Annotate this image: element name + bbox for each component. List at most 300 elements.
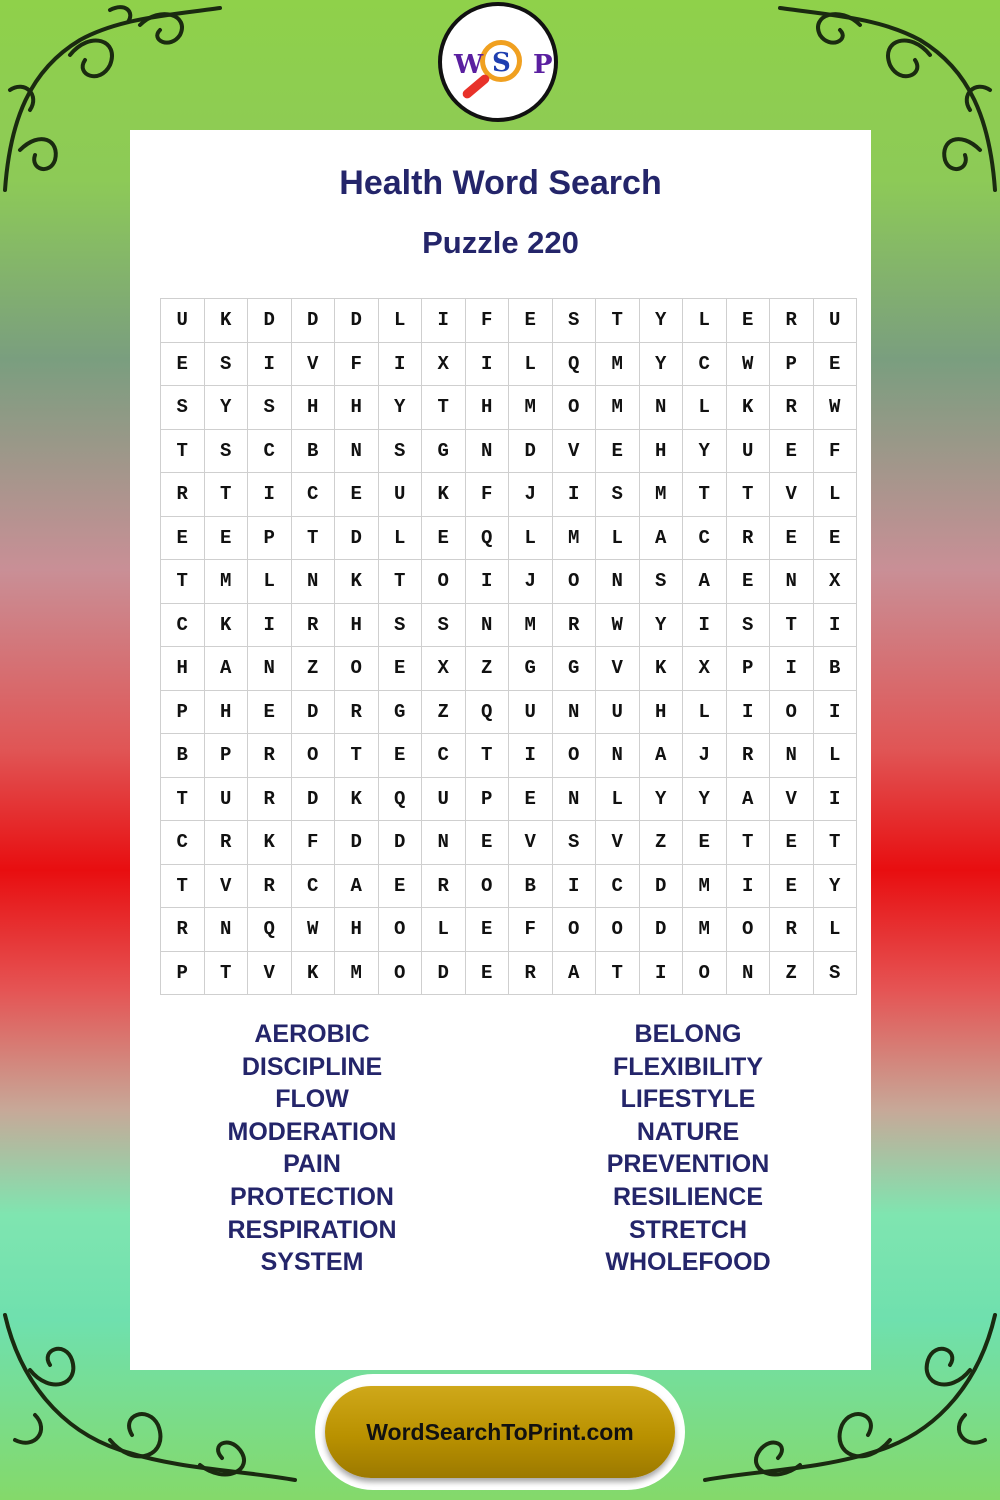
grid-cell[interactable]: A <box>726 777 770 821</box>
grid-row <box>161 951 857 995</box>
grid-cell[interactable]: E <box>378 734 422 778</box>
grid-cell[interactable]: T <box>161 429 205 473</box>
grid-cell[interactable]: I <box>552 473 596 517</box>
grid-cell[interactable]: S <box>248 386 292 430</box>
grid-cell[interactable]: V <box>770 777 814 821</box>
word-item: STRETCH <box>628 1215 748 1244</box>
grid-cell[interactable]: E <box>465 951 509 995</box>
grid-cell[interactable]: W <box>291 908 335 952</box>
grid-row <box>161 516 857 560</box>
grid-cell[interactable]: H <box>161 647 205 691</box>
grid-cell[interactable]: R <box>552 603 596 647</box>
grid-cell[interactable]: R <box>248 777 292 821</box>
grid-cell[interactable]: R <box>770 299 814 343</box>
grid-cell[interactable]: L <box>596 777 640 821</box>
grid-cell[interactable]: O <box>378 951 422 995</box>
grid-cell[interactable]: L <box>509 342 553 386</box>
grid-cell[interactable]: N <box>335 429 379 473</box>
word-item: FLOW <box>275 1085 349 1114</box>
grid-cell[interactable]: E <box>378 647 422 691</box>
grid-cell[interactable]: K <box>204 603 248 647</box>
grid-cell[interactable]: Y <box>683 777 727 821</box>
grid-cell[interactable]: Y <box>683 429 727 473</box>
grid-cell[interactable]: N <box>552 690 596 734</box>
grid-cell[interactable]: N <box>422 821 466 865</box>
grid-cell[interactable]: L <box>378 299 422 343</box>
grid-cell[interactable]: S <box>204 429 248 473</box>
grid-cell[interactable]: N <box>204 908 248 952</box>
grid-cell[interactable]: U <box>378 473 422 517</box>
grid-cell[interactable]: K <box>335 560 379 604</box>
grid-cell[interactable]: I <box>248 342 292 386</box>
grid-cell[interactable]: Y <box>378 386 422 430</box>
grid-cell[interactable]: P <box>770 342 814 386</box>
grid-row <box>161 821 857 865</box>
grid-cell[interactable]: L <box>596 516 640 560</box>
grid-cell[interactable]: E <box>813 342 857 386</box>
grid-cell[interactable]: N <box>726 951 770 995</box>
grid-cell[interactable]: O <box>422 560 466 604</box>
word-item: AEROBIC <box>254 1020 370 1048</box>
grid-cell[interactable]: K <box>291 951 335 995</box>
grid-row <box>161 777 857 821</box>
grid-cell[interactable]: W <box>596 603 640 647</box>
puzzle-number: Puzzle 220 <box>422 225 579 260</box>
grid-cell[interactable]: U <box>422 777 466 821</box>
grid-cell[interactable]: T <box>683 473 727 517</box>
word-item: PROTECTION <box>230 1182 394 1211</box>
grid-cell[interactable]: I <box>248 603 292 647</box>
grid-cell[interactable]: R <box>248 864 292 908</box>
word-item: RESPIRATION <box>227 1215 397 1244</box>
grid-cell[interactable]: D <box>291 690 335 734</box>
grid-cell[interactable]: L <box>813 908 857 952</box>
grid-cell[interactable]: D <box>639 908 683 952</box>
grid-cell[interactable]: F <box>465 473 509 517</box>
grid-row <box>161 908 857 952</box>
grid-cell[interactable]: E <box>813 516 857 560</box>
grid-cell[interactable]: Z <box>291 647 335 691</box>
grid-cell[interactable]: X <box>422 647 466 691</box>
grid-cell[interactable]: V <box>596 647 640 691</box>
grid-cell[interactable]: W <box>813 386 857 430</box>
grid-cell[interactable]: I <box>422 299 466 343</box>
grid-cell[interactable]: V <box>204 864 248 908</box>
word-list-left <box>162 1018 462 1279</box>
wsp-logo <box>438 2 558 122</box>
grid-cell[interactable]: N <box>639 386 683 430</box>
grid-cell[interactable]: R <box>509 951 553 995</box>
grid-cell[interactable]: B <box>813 647 857 691</box>
grid-cell[interactable]: M <box>335 951 379 995</box>
grid-cell[interactable]: Q <box>248 908 292 952</box>
grid-cell[interactable]: D <box>248 299 292 343</box>
grid-cell[interactable]: U <box>813 299 857 343</box>
grid-cell[interactable]: E <box>465 908 509 952</box>
grid-cell[interactable]: P <box>204 734 248 778</box>
grid-cell[interactable]: J <box>509 560 553 604</box>
grid-cell[interactable]: R <box>770 908 814 952</box>
grid-cell[interactable]: H <box>639 690 683 734</box>
grid-cell[interactable]: R <box>726 516 770 560</box>
grid-cell[interactable]: D <box>335 821 379 865</box>
grid-cell[interactable]: S <box>596 473 640 517</box>
grid-cell[interactable]: T <box>726 473 770 517</box>
grid-row <box>161 647 857 691</box>
grid-cell[interactable]: E <box>248 690 292 734</box>
grid-cell[interactable]: X <box>813 560 857 604</box>
grid-cell[interactable]: S <box>378 429 422 473</box>
grid-cell[interactable]: Y <box>813 864 857 908</box>
grid-cell[interactable]: I <box>813 603 857 647</box>
grid-cell[interactable]: Y <box>204 386 248 430</box>
grid-cell[interactable]: T <box>422 386 466 430</box>
word-item: RESILIENCE <box>612 1182 764 1211</box>
grid-cell[interactable]: D <box>291 299 335 343</box>
grid-cell[interactable]: O <box>378 908 422 952</box>
grid-cell[interactable]: R <box>422 864 466 908</box>
grid-cell[interactable]: S <box>552 821 596 865</box>
grid-cell[interactable]: R <box>161 908 205 952</box>
grid-cell[interactable]: G <box>552 647 596 691</box>
grid-cell[interactable]: T <box>726 821 770 865</box>
grid-cell[interactable]: O <box>552 560 596 604</box>
grid-cell[interactable]: E <box>378 864 422 908</box>
grid-cell[interactable]: T <box>161 777 205 821</box>
grid-cell[interactable]: I <box>378 342 422 386</box>
grid-cell[interactable]: E <box>422 516 466 560</box>
grid-cell[interactable]: E <box>465 821 509 865</box>
grid-cell[interactable]: H <box>465 386 509 430</box>
grid-cell[interactable]: E <box>770 516 814 560</box>
grid-cell[interactable]: Y <box>639 603 683 647</box>
grid-cell[interactable]: Q <box>465 690 509 734</box>
grid-cell[interactable]: R <box>726 734 770 778</box>
letter-grid <box>160 298 857 995</box>
grid-cell[interactable]: C <box>683 342 727 386</box>
grid-cell[interactable]: G <box>509 647 553 691</box>
grid-cell[interactable]: C <box>291 864 335 908</box>
grid-cell[interactable]: X <box>683 647 727 691</box>
grid-cell[interactable]: V <box>552 429 596 473</box>
grid-cell[interactable]: P <box>726 647 770 691</box>
grid-cell[interactable]: Q <box>378 777 422 821</box>
grid-cell[interactable]: L <box>683 386 727 430</box>
grid-cell[interactable]: M <box>509 386 553 430</box>
grid-cell[interactable]: Z <box>465 647 509 691</box>
grid-cell[interactable]: E <box>683 821 727 865</box>
site-link-label: WordSearchToPrint.com <box>366 1418 634 1445</box>
grid-cell[interactable]: T <box>204 951 248 995</box>
grid-cell[interactable]: J <box>683 734 727 778</box>
grid-cell[interactable]: I <box>813 777 857 821</box>
grid-cell[interactable]: K <box>422 473 466 517</box>
grid-cell[interactable]: C <box>422 734 466 778</box>
grid-cell[interactable]: U <box>596 690 640 734</box>
grid-cell[interactable]: T <box>378 560 422 604</box>
grid-cell[interactable]: C <box>161 821 205 865</box>
grid-cell[interactable]: M <box>596 386 640 430</box>
grid-cell[interactable]: I <box>726 690 770 734</box>
grid-cell[interactable]: M <box>509 603 553 647</box>
grid-cell[interactable]: T <box>161 560 205 604</box>
grid-cell[interactable]: E <box>596 429 640 473</box>
grid-cell[interactable]: U <box>509 690 553 734</box>
grid-row <box>161 299 857 343</box>
grid-row <box>161 473 857 517</box>
grid-cell[interactable]: Z <box>422 690 466 734</box>
grid-cell[interactable]: H <box>335 908 379 952</box>
grid-cell[interactable]: T <box>465 734 509 778</box>
grid-cell[interactable]: H <box>291 386 335 430</box>
grid-cell[interactable]: O <box>683 951 727 995</box>
grid-row <box>161 386 857 430</box>
grid-row <box>161 864 857 908</box>
grid-cell[interactable]: O <box>335 647 379 691</box>
grid-cell[interactable]: O <box>552 908 596 952</box>
grid-cell[interactable]: S <box>726 603 770 647</box>
grid-cell[interactable]: F <box>465 299 509 343</box>
grid-cell[interactable]: Y <box>639 777 683 821</box>
grid-cell[interactable]: A <box>204 647 248 691</box>
grid-cell[interactable]: I <box>552 864 596 908</box>
grid-cell[interactable]: D <box>422 951 466 995</box>
grid-cell[interactable]: O <box>465 864 509 908</box>
grid-cell[interactable]: I <box>465 342 509 386</box>
grid-cell[interactable]: G <box>378 690 422 734</box>
grid-cell[interactable]: P <box>465 777 509 821</box>
grid-cell[interactable]: V <box>291 342 335 386</box>
grid-cell[interactable]: M <box>639 473 683 517</box>
grid-cell[interactable]: Q <box>552 342 596 386</box>
grid-cell[interactable]: S <box>813 951 857 995</box>
grid-cell[interactable]: T <box>813 821 857 865</box>
grid-cell[interactable]: S <box>552 299 596 343</box>
grid-cell[interactable]: C <box>248 429 292 473</box>
grid-cell[interactable]: A <box>683 560 727 604</box>
grid-cell[interactable]: K <box>204 299 248 343</box>
grid-cell[interactable]: N <box>465 603 509 647</box>
grid-cell[interactable]: I <box>639 951 683 995</box>
word-item: FLEXIBILITY <box>613 1052 763 1081</box>
word-item: SYSTEM <box>260 1248 364 1277</box>
grid-cell[interactable]: H <box>335 603 379 647</box>
grid-cell[interactable]: E <box>726 560 770 604</box>
word-item: WHOLEFOOD <box>605 1248 771 1277</box>
site-link-frame <box>315 1374 685 1490</box>
grid-cell[interactable]: M <box>683 864 727 908</box>
word-item: PAIN <box>283 1150 341 1179</box>
grid-cell[interactable]: T <box>291 516 335 560</box>
grid-cell[interactable]: C <box>683 516 727 560</box>
grid-cell[interactable]: M <box>683 908 727 952</box>
grid-cell[interactable]: R <box>335 690 379 734</box>
grid-cell[interactable]: O <box>770 690 814 734</box>
grid-cell[interactable]: K <box>248 821 292 865</box>
grid-cell[interactable]: B <box>161 734 205 778</box>
grid-cell[interactable]: L <box>248 560 292 604</box>
grid-row <box>161 560 857 604</box>
grid-cell[interactable]: T <box>770 603 814 647</box>
grid-cell[interactable]: H <box>335 386 379 430</box>
grid-cell[interactable]: E <box>509 777 553 821</box>
grid-cell[interactable]: A <box>639 516 683 560</box>
grid-row <box>161 342 857 386</box>
grid-cell[interactable]: X <box>422 342 466 386</box>
grid-cell[interactable]: O <box>552 386 596 430</box>
grid-cell[interactable]: S <box>161 386 205 430</box>
grid-cell[interactable]: N <box>770 734 814 778</box>
grid-cell[interactable]: S <box>378 603 422 647</box>
grid-cell[interactable]: B <box>509 864 553 908</box>
grid-cell[interactable]: I <box>465 560 509 604</box>
grid-cell[interactable]: Z <box>770 951 814 995</box>
grid-cell[interactable]: E <box>509 299 553 343</box>
logo-letter-s: S <box>492 48 511 78</box>
grid-cell[interactable]: I <box>683 603 727 647</box>
puzzle-card <box>130 130 871 1370</box>
grid-cell[interactable]: E <box>161 342 205 386</box>
grid-row <box>161 429 857 473</box>
grid-cell[interactable]: N <box>291 560 335 604</box>
grid-cell[interactable]: L <box>813 734 857 778</box>
grid-cell[interactable]: U <box>204 777 248 821</box>
logo-letter-p: P <box>533 50 553 80</box>
grid-cell[interactable]: C <box>161 603 205 647</box>
grid-cell[interactable]: L <box>813 473 857 517</box>
grid-cell[interactable]: R <box>291 603 335 647</box>
grid-row <box>161 603 857 647</box>
grid-cell[interactable]: D <box>335 516 379 560</box>
grid-cell[interactable]: R <box>204 821 248 865</box>
grid-cell[interactable]: V <box>509 821 553 865</box>
grid-cell[interactable]: E <box>726 299 770 343</box>
grid-cell[interactable]: R <box>770 386 814 430</box>
grid-cell[interactable]: K <box>639 647 683 691</box>
grid-cell[interactable]: E <box>770 821 814 865</box>
grid-cell[interactable]: A <box>552 951 596 995</box>
grid-cell[interactable]: E <box>161 516 205 560</box>
grid-cell[interactable]: N <box>552 777 596 821</box>
word-item: NATURE <box>636 1117 740 1146</box>
word-list-right <box>538 1018 838 1279</box>
grid-cell[interactable]: T <box>161 864 205 908</box>
grid-cell[interactable]: P <box>161 951 205 995</box>
grid-cell[interactable]: S <box>204 342 248 386</box>
grid-cell[interactable]: O <box>726 908 770 952</box>
grid-cell[interactable]: I <box>726 864 770 908</box>
grid-cell[interactable]: K <box>726 386 770 430</box>
grid-cell[interactable]: E <box>770 429 814 473</box>
word-item: DISCIPLINE <box>241 1052 383 1081</box>
grid-cell[interactable]: C <box>291 473 335 517</box>
grid-cell[interactable]: F <box>813 429 857 473</box>
grid-cell[interactable]: R <box>248 734 292 778</box>
grid-cell[interactable]: I <box>509 734 553 778</box>
word-item: PREVENTION <box>606 1150 770 1179</box>
word-item: BELONG <box>634 1020 742 1048</box>
grid-row <box>161 690 857 734</box>
grid-cell[interactable]: L <box>422 908 466 952</box>
grid-cell[interactable]: T <box>596 299 640 343</box>
word-item: LIFESTYLE <box>620 1085 756 1114</box>
grid-cell[interactable]: M <box>552 516 596 560</box>
grid-cell[interactable]: N <box>465 429 509 473</box>
grid-cell[interactable]: S <box>422 603 466 647</box>
grid-cell[interactable]: N <box>596 560 640 604</box>
grid-cell[interactable]: T <box>204 473 248 517</box>
grid-cell[interactable]: E <box>770 864 814 908</box>
grid-cell[interactable]: B <box>291 429 335 473</box>
grid-cell[interactable]: D <box>291 777 335 821</box>
grid-cell[interactable]: O <box>291 734 335 778</box>
puzzle-title: Health Word Search <box>339 164 662 202</box>
grid-cell[interactable]: S <box>639 560 683 604</box>
grid-cell[interactable]: P <box>161 690 205 734</box>
grid-cell[interactable]: T <box>596 951 640 995</box>
grid-cell[interactable]: F <box>509 908 553 952</box>
grid-cell[interactable]: D <box>509 429 553 473</box>
grid-cell[interactable]: E <box>335 473 379 517</box>
grid-cell[interactable]: L <box>683 299 727 343</box>
grid-cell[interactable]: V <box>248 951 292 995</box>
grid-cell[interactable]: N <box>596 734 640 778</box>
grid-cell[interactable]: D <box>378 821 422 865</box>
grid-cell[interactable]: G <box>422 429 466 473</box>
grid-cell[interactable]: Y <box>639 299 683 343</box>
grid-cell[interactable]: O <box>596 908 640 952</box>
grid-cell[interactable]: H <box>204 690 248 734</box>
grid-cell[interactable]: C <box>596 864 640 908</box>
grid-cell[interactable]: J <box>509 473 553 517</box>
grid-cell[interactable]: A <box>639 734 683 778</box>
grid-cell[interactable]: N <box>770 560 814 604</box>
grid-cell[interactable]: E <box>204 516 248 560</box>
grid-cell[interactable]: V <box>770 473 814 517</box>
grid-cell[interactable]: Z <box>639 821 683 865</box>
grid-cell[interactable]: A <box>335 864 379 908</box>
grid-cell[interactable]: Q <box>465 516 509 560</box>
grid-cell[interactable]: D <box>335 299 379 343</box>
grid-cell[interactable]: P <box>248 516 292 560</box>
grid-cell[interactable]: U <box>161 299 205 343</box>
grid-cell[interactable]: I <box>813 690 857 734</box>
grid-cell[interactable]: K <box>335 777 379 821</box>
grid-cell[interactable]: T <box>335 734 379 778</box>
grid-cell[interactable]: M <box>596 342 640 386</box>
grid-cell[interactable]: W <box>726 342 770 386</box>
grid-cell[interactable]: L <box>509 516 553 560</box>
grid-cell[interactable]: F <box>291 821 335 865</box>
grid-cell[interactable]: O <box>552 734 596 778</box>
grid-cell[interactable]: R <box>161 473 205 517</box>
grid-cell[interactable]: V <box>596 821 640 865</box>
grid-cell[interactable]: N <box>248 647 292 691</box>
grid-cell[interactable]: U <box>726 429 770 473</box>
site-link-button[interactable] <box>325 1386 675 1478</box>
grid-cell[interactable]: H <box>639 429 683 473</box>
grid-cell[interactable]: F <box>335 342 379 386</box>
grid-cell[interactable]: L <box>378 516 422 560</box>
word-item: MODERATION <box>227 1117 397 1146</box>
grid-cell[interactable]: D <box>639 864 683 908</box>
grid-cell[interactable]: I <box>248 473 292 517</box>
grid-cell[interactable]: M <box>204 560 248 604</box>
grid-cell[interactable]: L <box>683 690 727 734</box>
logo-letter-w: W <box>454 50 484 80</box>
grid-cell[interactable]: Y <box>639 342 683 386</box>
grid-cell[interactable]: I <box>770 647 814 691</box>
